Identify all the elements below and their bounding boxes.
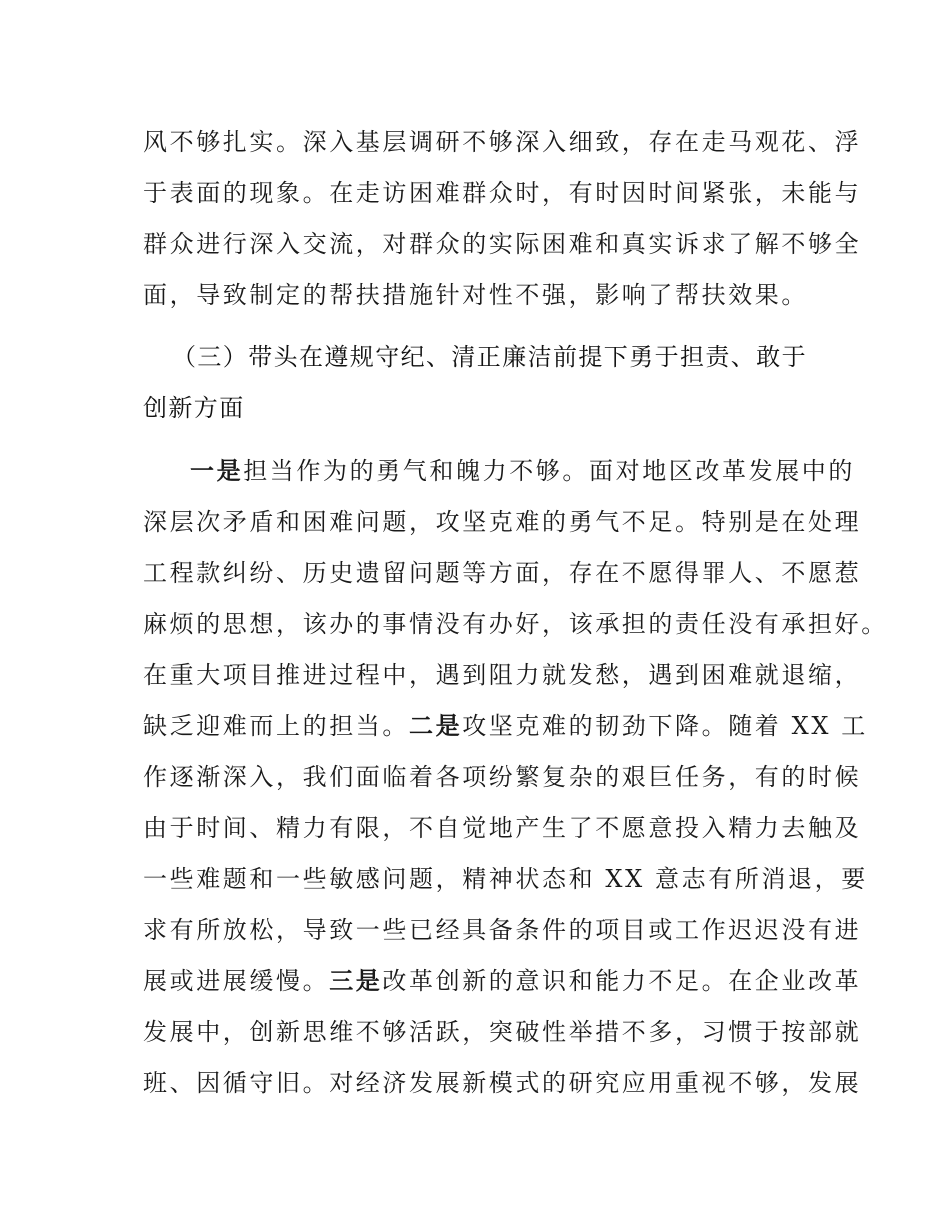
- paragraph-line: 在重大项目推进过程中，遇到阻力就发愁，遇到困难就退缩，: [143, 661, 862, 689]
- paragraph-line: 发展中，创新思维不够活跃，突破性举措不多，习惯于按部就: [143, 1018, 862, 1046]
- paragraph-line: 求有所放松，导致一些已经具备条件的项目或工作迟迟没有进: [143, 916, 862, 944]
- paragraph-line: 作逐渐深入，我们面临着各项纷繁复杂的艰巨任务，有的时候: [143, 763, 862, 791]
- paragraph-line: 麻烦的思想，该办的事情没有办好，该承担的责任没有承担好。: [143, 610, 888, 638]
- point-marker-one: 一是: [190, 457, 244, 485]
- paragraph-line: 于表面的现象。在走访困难群众时，有时因时间紧张，未能与: [143, 179, 862, 207]
- paragraph-line: 风不够扎实。深入基层调研不够深入细致，存在走马观花、浮: [143, 128, 862, 156]
- section-heading: （三）带头在遵规守纪、清正廉洁前提下勇于担责、敢于: [172, 343, 807, 371]
- paragraph-line: 深层次矛盾和困难问题，攻坚克难的勇气不足。特别是在处理: [143, 508, 862, 536]
- paragraph-text: 改革创新的意识和能力不足。在企业改革: [382, 967, 862, 995]
- paragraph-line: 面，导致制定的帮扶措施针对性不强，影响了帮扶效果。: [143, 281, 808, 309]
- paragraph-text: 担当作为的勇气和魄力不够。面对地区改革发展中的: [243, 457, 856, 485]
- point-marker-three: 三是: [329, 967, 383, 995]
- paragraph-text: 攻坚克难的韧劲下降。随着 XX 工: [462, 712, 868, 740]
- section-heading-continued: 创新方面: [143, 394, 245, 422]
- paragraph-line: 由于时间、精力有限，不自觉地产生了不愿意投入精力去触及: [143, 814, 862, 842]
- paragraph-line: [143, 709, 868, 743]
- paragraph-line: [190, 454, 855, 488]
- paragraph-line: [143, 964, 861, 998]
- paragraph-line: 工程款纠纷、历史遗留问题等方面，存在不愿得罪人、不愿惹: [143, 559, 862, 587]
- paragraph-line: 一些难题和一些敏感问题，精神状态和 XX 意志有所消退，要: [143, 865, 868, 893]
- point-marker-two: 二是: [409, 712, 463, 740]
- paragraph-line: 群众进行深入交流，对群众的实际困难和真实诉求了解不够全: [143, 230, 862, 258]
- paragraph-text: 缺乏迎难而上的担当。: [143, 712, 409, 740]
- paragraph-line: 班、因循守旧。对经济发展新模式的研究应用重视不够，发展: [143, 1069, 862, 1097]
- paragraph-text: 展或进展缓慢。: [143, 967, 330, 995]
